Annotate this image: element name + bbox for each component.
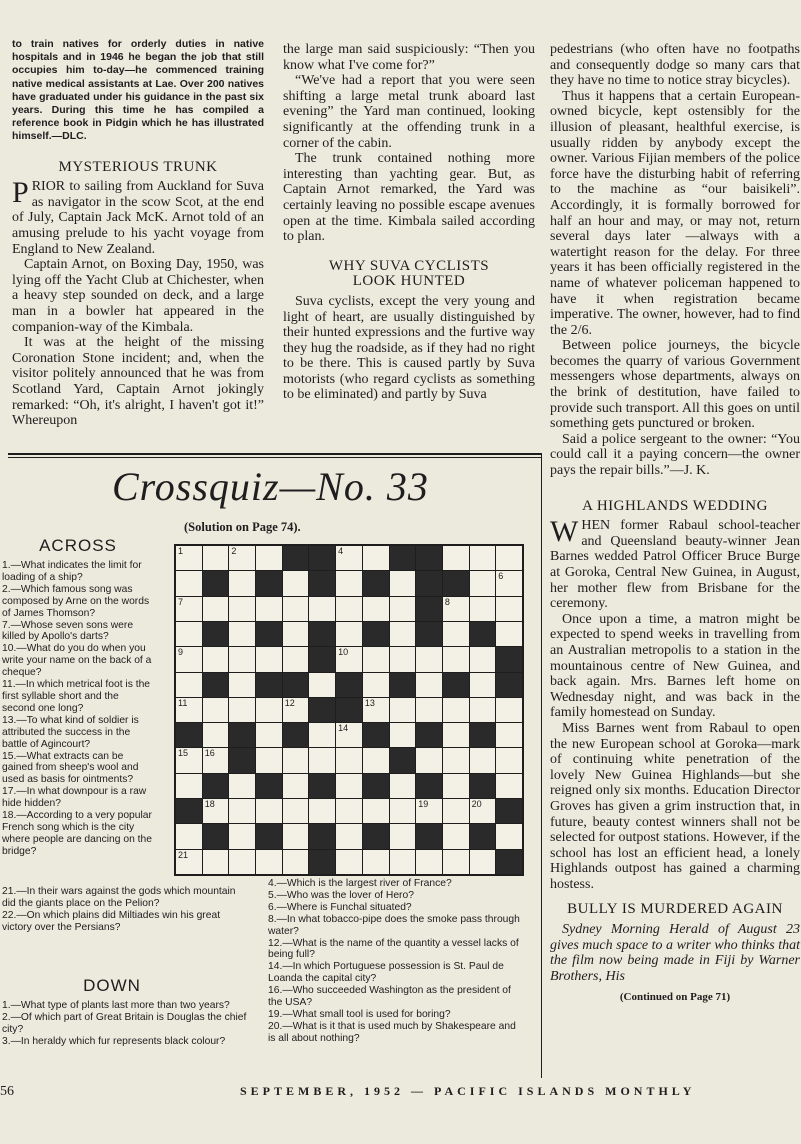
grid-cell-black (363, 774, 389, 798)
grid-cell (203, 698, 229, 722)
grid-cell-black (309, 698, 335, 722)
across-heading: ACROSS (39, 536, 117, 555)
grid-cell (416, 647, 442, 671)
grid-number: 6 (498, 571, 504, 582)
grid-cell (229, 799, 255, 823)
grid-cell (443, 698, 469, 722)
grid-cell (363, 799, 389, 823)
grid-cell (443, 597, 469, 621)
grid-number: 14 (338, 723, 349, 734)
grid-cell-black (309, 824, 335, 848)
grid-cell (363, 546, 389, 570)
grid-cell-black (416, 723, 442, 747)
grid-cell (176, 748, 202, 772)
trunk-paragraph-2: Captain Arnot, on Boxing Day, 1950, was lying off the Yacht Club at Chichester, when a heavy step sounded on deck, and a large man in a bowler hat appeared in the companion-way of the Kimbala. (12, 257, 264, 335)
crossword-grid (174, 544, 524, 876)
grid-cell (470, 698, 496, 722)
grid-cell (229, 647, 255, 671)
clue-item: 18.—According to a very popular French song which is the city where people are dancing on the bridge? (2, 810, 152, 857)
down-clues-left (2, 976, 252, 1048)
trunk-continued-2: “We've had a report that you were seen shifting a large metal trunk aboard last evening” the Yard man continued, looking significantly at the offending trunk in a corner of the cabin. (283, 73, 535, 151)
grid-cell (363, 673, 389, 697)
grid-cell (390, 824, 416, 848)
grid-cell (470, 647, 496, 671)
grid-cell-black (416, 546, 442, 570)
grid-cell (470, 673, 496, 697)
grid-cell-black (416, 622, 442, 646)
grid-cell (443, 622, 469, 646)
grid-cell (283, 597, 309, 621)
grid-cell (496, 622, 522, 646)
grid-cell-black (203, 571, 229, 595)
grid-cell (229, 824, 255, 848)
clue-item: 2.—Of which part of Great Britain is Douglas the chief city? (2, 1011, 247, 1035)
grid-cell (443, 647, 469, 671)
grid-cell (443, 546, 469, 570)
grid-cell (229, 571, 255, 595)
grid-cell-black (256, 571, 282, 595)
grid-cell (363, 647, 389, 671)
grid-cell (336, 597, 362, 621)
grid-cell (283, 571, 309, 595)
grid-cell (416, 748, 442, 772)
grid-cell-black (309, 571, 335, 595)
grid-cell-black (283, 546, 309, 570)
grid-cell-black (416, 571, 442, 595)
grid-cell (336, 774, 362, 798)
clue-item: 5.—Who was the lover of Hero? (268, 889, 414, 901)
clue-item: 20.—What is it that is used much by Shakespeare and is all about nothing? (268, 1020, 516, 1044)
grid-number: 7 (178, 596, 184, 607)
grid-cell (390, 622, 416, 646)
grid-cell (470, 748, 496, 772)
clue-item: 11.—In which metrical foot is the first syllable short and the second one long? (2, 679, 151, 714)
grid-cell (336, 799, 362, 823)
grid-cell (203, 546, 229, 570)
grid-cell (496, 748, 522, 772)
grid-cell (283, 647, 309, 671)
grid-cell (176, 673, 202, 697)
grid-number: 12 (284, 697, 295, 708)
grid-cell (390, 799, 416, 823)
grid-cell (256, 546, 282, 570)
crossquiz-solution-note: (Solution on Page 74). (184, 520, 301, 534)
grid-cell (203, 597, 229, 621)
grid-number: 18 (204, 799, 215, 810)
grid-cell-black (256, 673, 282, 697)
grid-number: 10 (338, 647, 349, 658)
grid-number: 15 (178, 748, 189, 759)
grid-cell (229, 698, 255, 722)
clue-item: 14.—In which Portuguese possession is St. Paul de Loanda the capital city? (268, 961, 504, 985)
grid-number: 9 (178, 647, 184, 658)
grid-number: 8 (444, 596, 450, 607)
clue-item: 22.—On which plains did Miltiades win his great victory over the Persians? (2, 909, 221, 933)
grid-cell (336, 622, 362, 646)
grid-cell (470, 850, 496, 874)
grid-cell-black (416, 774, 442, 798)
grid-number: 16 (204, 748, 215, 759)
grid-cell-black (416, 824, 442, 848)
grid-cell (470, 799, 496, 823)
clue-item: 6.—Where is Funchal situated? (268, 901, 412, 913)
grid-cell-black (443, 673, 469, 697)
intro-paragraph: to train natives for orderly duties in native hospitals and in 1946 he began the job that still occupies him to-day—he commenced training native medical assistants at Lae. Over 200 natives have graduated under his guidance in the past six years. During this time he has compiled a reference book in Pidgin which he has illustrated himself.—DLC. (12, 38, 264, 143)
grid-cell (256, 850, 282, 874)
grid-cell (443, 850, 469, 874)
grid-cell (229, 546, 255, 570)
grid-cell (496, 546, 522, 570)
footer-issue: SEPTEMBER, 1952 — PACIFIC ISLANDS MONTHLY (240, 1084, 696, 1098)
grid-cell (309, 597, 335, 621)
grid-cell (496, 723, 522, 747)
wedding-paragraph-3: Miss Barnes went from Rabaul to open the new European school at Goroka—mark of continuing white penetration of the lovely New Guinea Highlands—but she reigned only six months. Education Director Groves has given a grim instruction that, in future, beauty contest winners shall not be selected for outpost stations. However, if the school has lost an efficient head, a lonely Highlands outpost has gained a charming hostess. (550, 720, 800, 892)
grid-cell (443, 824, 469, 848)
wedding-paragraph-1 (550, 515, 800, 612)
grid-cell-black (443, 571, 469, 595)
across-clues-wide (2, 886, 252, 934)
grid-cell-black (390, 546, 416, 570)
grid-cell-black (309, 774, 335, 798)
grid-cell (256, 647, 282, 671)
grid-cell (256, 597, 282, 621)
grid-cell-black (470, 824, 496, 848)
grid-cell (203, 850, 229, 874)
grid-number: 1 (178, 546, 184, 556)
grid-cell-black (256, 622, 282, 646)
wedding-drop-cap: W (550, 515, 579, 549)
grid-cell-black (470, 774, 496, 798)
grid-cell (390, 850, 416, 874)
clue-item: 3.—In heraldy which fur represents black colour? (2, 1035, 226, 1047)
grid-cell (309, 799, 335, 823)
grid-cell (390, 723, 416, 747)
grid-cell (390, 571, 416, 595)
grid-cell (283, 748, 309, 772)
section-rule (8, 453, 542, 455)
suva-paragraph-2: pedestrians (who often have no footpaths and consequently dodge so many cars that they have no time to notice stray bicycles). (550, 42, 800, 89)
down-clues-right (268, 878, 522, 1045)
grid-cell (496, 774, 522, 798)
clue-item: 10.—What do you do when you write your name on the back of a cheque? (2, 643, 152, 679)
grid-cell (176, 597, 202, 621)
grid-cell (470, 597, 496, 621)
suva-paragraph-1: Suva cyclists, except the very young and light of heart, are usually distinguished by their hunted expressions and the furtive way they hug the roadside, as if they had no right to be there. This is caused partly by Suva motorists (who regard cyclists as something to be eliminated) and partly by Suva (283, 293, 535, 403)
trunk-continued-3: The trunk contained nothing more interesting than yachting gear. But, as Captain Arnot remarked, the Yard was certainly leaving no possible escape avenues open at the time. Kimbala sailed according to plan. (283, 151, 535, 245)
grid-cell-black (470, 723, 496, 747)
trunk-paragraph-3: It was at the height of the missing Coronation Stone incident; and, when the visitor politely announced that he was from Scotland Yard, Captain Arnot jokingly remarked: “Oh, it's alright, I haven't got it!” Whereupon (12, 335, 264, 429)
grid-cell (176, 824, 202, 848)
grid-cell (176, 571, 202, 595)
grid-cell-black (283, 673, 309, 697)
grid-cell (203, 723, 229, 747)
grid-cell (309, 673, 335, 697)
grid-cell (229, 673, 255, 697)
grid-cell-black (363, 824, 389, 848)
grid-cell (336, 647, 362, 671)
grid-cell-black (416, 597, 442, 621)
grid-cell (203, 799, 229, 823)
grid-cell (283, 824, 309, 848)
clue-item: 17.—In what downpour is a raw hide hidden? (2, 786, 147, 810)
across-list (2, 560, 154, 858)
clue-item: 8.—In what tobacco-pipe does the smoke pass through water? (268, 913, 520, 937)
grid-cell (443, 748, 469, 772)
grid-cell (416, 673, 442, 697)
wedding-paragraph-2: Once upon a time, a matron might be expected to spend weeks in travelling from an Australian metropolis to a station in the mountainous centre of New Guinea, and back again. Mrs. Barnes left home on Wednesday night, and was back in the family homestead on Sunday. (550, 611, 800, 721)
highlands-wedding-heading: A HIGHLANDS WEDDING (582, 497, 768, 514)
grid-number: 21 (178, 849, 189, 860)
grid-cell-black (470, 622, 496, 646)
grid-cell (443, 799, 469, 823)
grid-cell (229, 850, 255, 874)
across-clues (2, 536, 154, 858)
mysterious-trunk-heading: MYSTERIOUS TRUNK (58, 158, 218, 175)
clue-item: 13.—To what kind of soldier is attributed the success in the battle of Agincourt? (2, 714, 139, 750)
grid-cell-black (176, 799, 202, 823)
grid-cell-black (363, 571, 389, 595)
clue-item: 21.—In their wars against the gods which mountain did the giants place on the Pelion? (2, 886, 236, 909)
grid-cell-black (283, 723, 309, 747)
grid-cell (283, 850, 309, 874)
down-heading: DOWN (83, 976, 141, 995)
grid-cell-black (203, 673, 229, 697)
grid-cell (256, 748, 282, 772)
clue-item: 4.—Which is the largest river of France? (268, 878, 452, 889)
grid-cell (176, 647, 202, 671)
grid-cell-black (363, 723, 389, 747)
grid-cell (309, 748, 335, 772)
down-left-list (2, 1000, 252, 1048)
grid-cell-black (256, 774, 282, 798)
suva-paragraph-3: Thus it happens that a certain European-owned bicycle, kept ostensibly for the illusion of pleasant, healthful exercise, is usually ridden by anybody except the owner. Various Fijian members of the police force have the disturbing habit of referring to the machine as “our baisikeli”. Accordingly, it is formally borrowed for half an hour and may, or may not, return several days later —always with a watertight reason for the delay. For three years it has been officially registered in the name of whatever policeman happened to have it when registration became imperative. The owner, however, had to find the 2/6. (550, 88, 800, 338)
continued-note: (Continued on Page 71) (619, 991, 731, 1004)
grid-cell (470, 546, 496, 570)
grid-cell-black (203, 622, 229, 646)
clue-item: 12.—What is the name of the quantity a vessel lacks of being full? (268, 937, 519, 961)
grid-cell-black (336, 698, 362, 722)
grid-cell (283, 698, 309, 722)
grid-cell (336, 546, 362, 570)
grid-cell (416, 850, 442, 874)
grid-cell-black (363, 622, 389, 646)
grid-cell (256, 723, 282, 747)
grid-cell-black (229, 748, 255, 772)
grid-cell (470, 571, 496, 595)
grid-cell (390, 597, 416, 621)
grid-cell (283, 799, 309, 823)
grid-cell (336, 723, 362, 747)
grid-cell-black (496, 647, 522, 671)
grid-cell (283, 622, 309, 646)
grid-cell (496, 824, 522, 848)
grid-number: 19 (418, 799, 429, 810)
clue-item: 19.—What small tool is used for boring? (268, 1008, 451, 1020)
grid-cell (176, 850, 202, 874)
grid-cell-black (390, 673, 416, 697)
grid-cell (363, 850, 389, 874)
column-1-top (12, 38, 264, 429)
trunk-continued-1: the large man said suspiciously: “Then you know what I've come for?” (283, 42, 535, 73)
clue-item: 1.—What indicates the limit for loading of a ship? (2, 560, 142, 583)
grid-cell (176, 622, 202, 646)
bully-paragraph-1: Sydney Morning Herald of August 23 gives much space to a writer who thinks that the film now being made in Fiji by Warner Brothers, His (550, 922, 800, 984)
column-rule (541, 453, 542, 1078)
grid-cell-black (256, 824, 282, 848)
grid-cell-black (309, 622, 335, 646)
column-3 (550, 42, 800, 1006)
grid-cell-black (496, 673, 522, 697)
clue-item: 2.—Which famous song was composed by Arne on the words of James Thomson? (2, 583, 150, 619)
clue-item: 1.—What type of plants last more than two years? (2, 1000, 230, 1011)
suva-paragraph-4: Between police journeys, the bicycle becomes the quarry of various Government messengers whose departments, always on the brink of destitution, have failed to provide such transport. All this goes on until something gets punctured or broken. (550, 338, 800, 432)
grid-cell-black (229, 723, 255, 747)
crossquiz-title: Crossquiz—No. 33 (112, 464, 429, 509)
trunk-drop-cap: P (12, 176, 29, 210)
grid-cell (336, 850, 362, 874)
grid-cell-black (309, 546, 335, 570)
grid-cell (390, 647, 416, 671)
page-number: 56 (0, 1084, 14, 1099)
section-rule-thin (8, 457, 542, 458)
grid-cell (390, 774, 416, 798)
grid-cell (336, 748, 362, 772)
grid-cell (176, 546, 202, 570)
grid-cell (416, 698, 442, 722)
suva-paragraph-5: Said a police sergeant to the owner: “You could call it a paying concern—the owner pays the repair bills.”—J. K. (550, 431, 800, 479)
grid-number: 2 (231, 546, 237, 556)
grid-cell (203, 748, 229, 772)
trunk-p1-text: RIOR to sailing from Auckland for Suva as navigator in the scow Scot, at the end of July, Captain Jack McK. Arnot told of an amusing prelude to his yacht voyage from England to New Zealand. (12, 179, 264, 257)
grid-cell (229, 597, 255, 621)
trunk-paragraph-1 (12, 176, 264, 257)
grid-cell (283, 774, 309, 798)
grid-cell (256, 698, 282, 722)
grid-cell (443, 723, 469, 747)
grid-cell (363, 748, 389, 772)
grid-cell-black (309, 850, 335, 874)
wedding-p1-text: HEN former Rabaul school-teacher and Queensland beauty-winner Jean Barnes wedded Patrol Officer Bruce Burge at Goroka, Central New Guinea, in August, her mother flew from Brisbane for the ceremony. (550, 518, 800, 612)
bully-murdered-heading: BULLY IS MURDERED AGAIN (567, 901, 783, 918)
grid-cell (256, 799, 282, 823)
grid-cell (390, 698, 416, 722)
grid-cell-black (309, 647, 335, 671)
grid-cell (363, 698, 389, 722)
column-2-top (283, 42, 535, 403)
grid-cell (363, 597, 389, 621)
grid-number: 20 (471, 799, 482, 810)
grid-cell-black (336, 673, 362, 697)
grid-cell (416, 799, 442, 823)
grid-cell-black (390, 748, 416, 772)
grid-cell (176, 774, 202, 798)
grid-cell (336, 571, 362, 595)
grid-cell-black (496, 799, 522, 823)
grid-cell (336, 824, 362, 848)
grid-cell (496, 571, 522, 595)
grid-cell (203, 647, 229, 671)
grid-cell (309, 723, 335, 747)
grid-number: 4 (338, 546, 344, 556)
grid-cell (496, 597, 522, 621)
clue-item: 7.—Whose seven sons were killed by Apollo's darts? (2, 619, 134, 643)
grid-cell-black (203, 774, 229, 798)
clue-item: 16.—Who succeeded Washington as the president of the USA? (268, 985, 511, 1009)
grid-cell (229, 774, 255, 798)
grid-cell (229, 622, 255, 646)
grid-cell-black (203, 824, 229, 848)
clue-item: 15.—What extracts can be gained from sheep's wool and used as basis for ointments? (2, 750, 139, 786)
grid-cell (496, 698, 522, 722)
grid-cell-black (176, 723, 202, 747)
grid-cell (176, 698, 202, 722)
grid-cell-black (496, 850, 522, 874)
grid-number: 13 (364, 697, 375, 708)
grid-cell (443, 774, 469, 798)
suva-cyclists-heading: WHY SUVA CYCLISTS LOOK HUNTED (328, 257, 490, 290)
grid-number: 11 (178, 697, 188, 708)
